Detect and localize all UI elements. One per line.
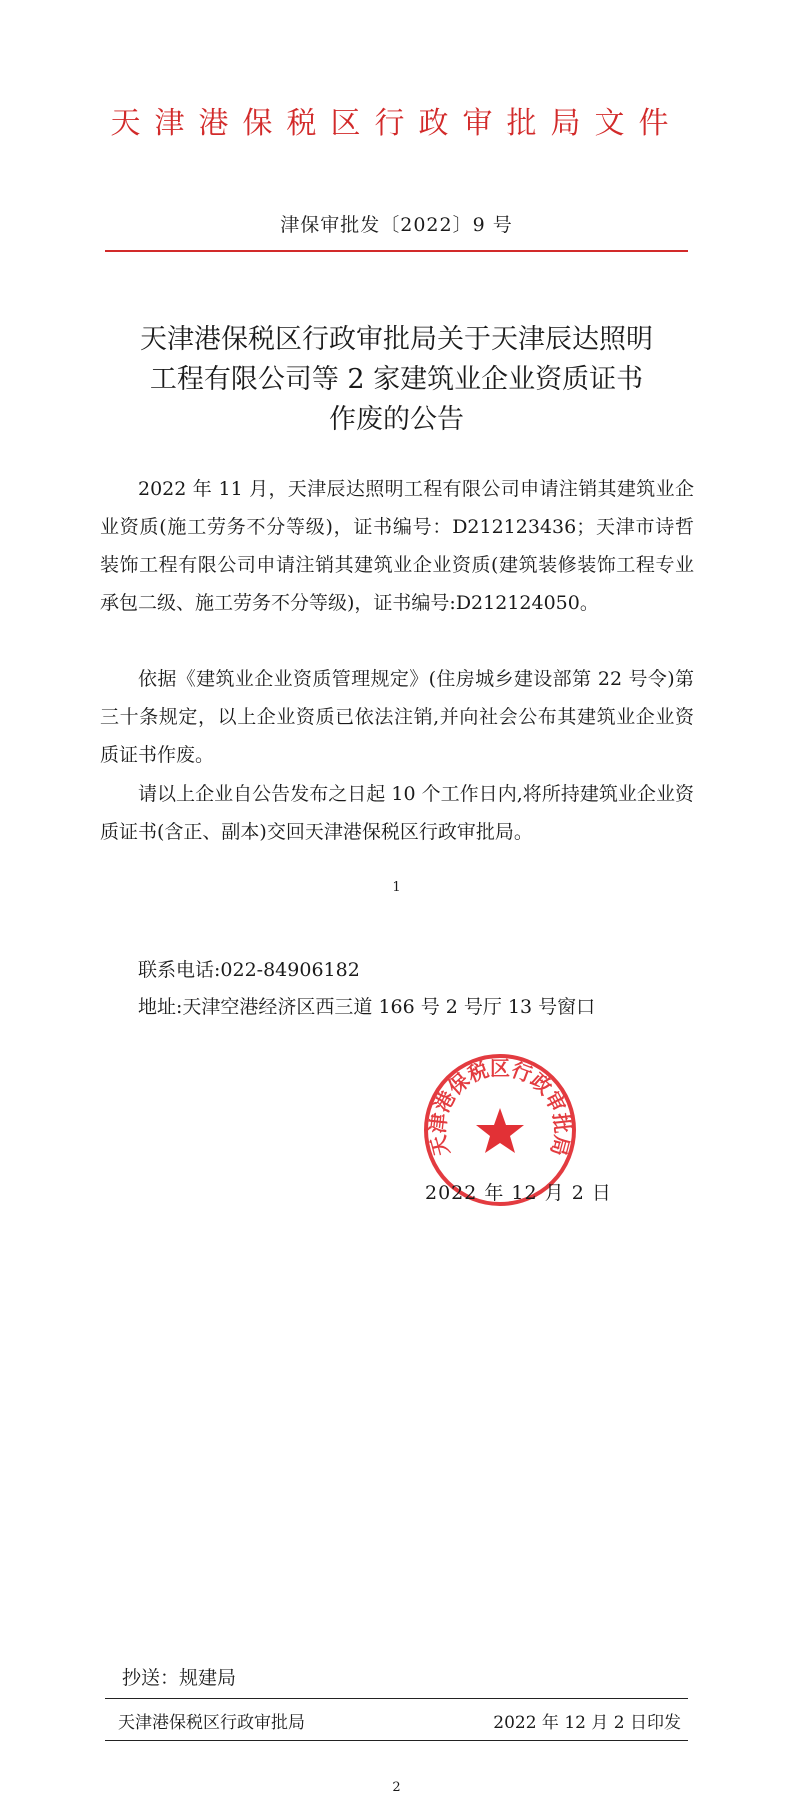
svg-text:天津港保税区行政审批局 <box>425 1056 574 1158</box>
body-paragraph-1: 2022 年 11 月，天津辰达照明工程有限公司申请注销其建筑业企业资质(施工劳务不分等级)，证书编号：D212123436；天津市诗哲装饰工程有限公司申请注销其建筑业企业资质(建筑装修装饰工程专业承包二级、施工劳务不分等级)，证书编号:D212124050。 <box>100 478 694 614</box>
title-line-2: 工程有限公司等 2 家建筑业企业资质证书 <box>149 364 644 395</box>
body-paragraph-2: 依据《建筑业企业资质管理规定》(住房城乡建设部第 22 号令)第三十条规定，以上企业资质已依法注销,并向社会公布其建筑业企业资质证书作废。 <box>100 668 694 766</box>
title-line-3: 作废的公告 <box>329 404 464 435</box>
footer-bottom-rule <box>105 1740 688 1741</box>
document-header-title: 天津港保税区行政审批局文件 <box>110 106 683 141</box>
page-number-2: 2 <box>392 1780 401 1795</box>
cc-recipients: 抄送：规建局 <box>122 1667 237 1689</box>
body-paragraph-3: 请以上企业自公告发布之日起 10 个工作日内,将所持建筑业企业资质证书(含正、副本)交回天津港保税区行政审批局。 <box>100 783 694 843</box>
footer-top-rule <box>105 1698 688 1699</box>
signoff-date: 2022 年 12 月 2 日 <box>425 1182 612 1204</box>
footer-print-date: 2022 年 12 月 2 日印发 <box>493 1713 681 1733</box>
contact-address: 地址:天津空港经济区西三道 166 号 2 号厅 13 号窗口 <box>138 996 596 1018</box>
seal-star-icon <box>476 1108 524 1153</box>
seal-text: 天津港保税区行政审批局 <box>425 1056 575 1159</box>
document-number: 津保审批发〔2022〕9 号 <box>280 214 513 236</box>
contact-phone: 联系电话:022-84906182 <box>138 959 360 981</box>
footer-issuer: 天津港保税区行政审批局 <box>118 1713 305 1733</box>
announcement-title <box>90 320 703 440</box>
header-red-divider <box>105 250 688 252</box>
title-line-1: 天津港保税区行政审批局关于天津辰达照明 <box>140 324 653 355</box>
page-number-1: 1 <box>392 880 401 895</box>
